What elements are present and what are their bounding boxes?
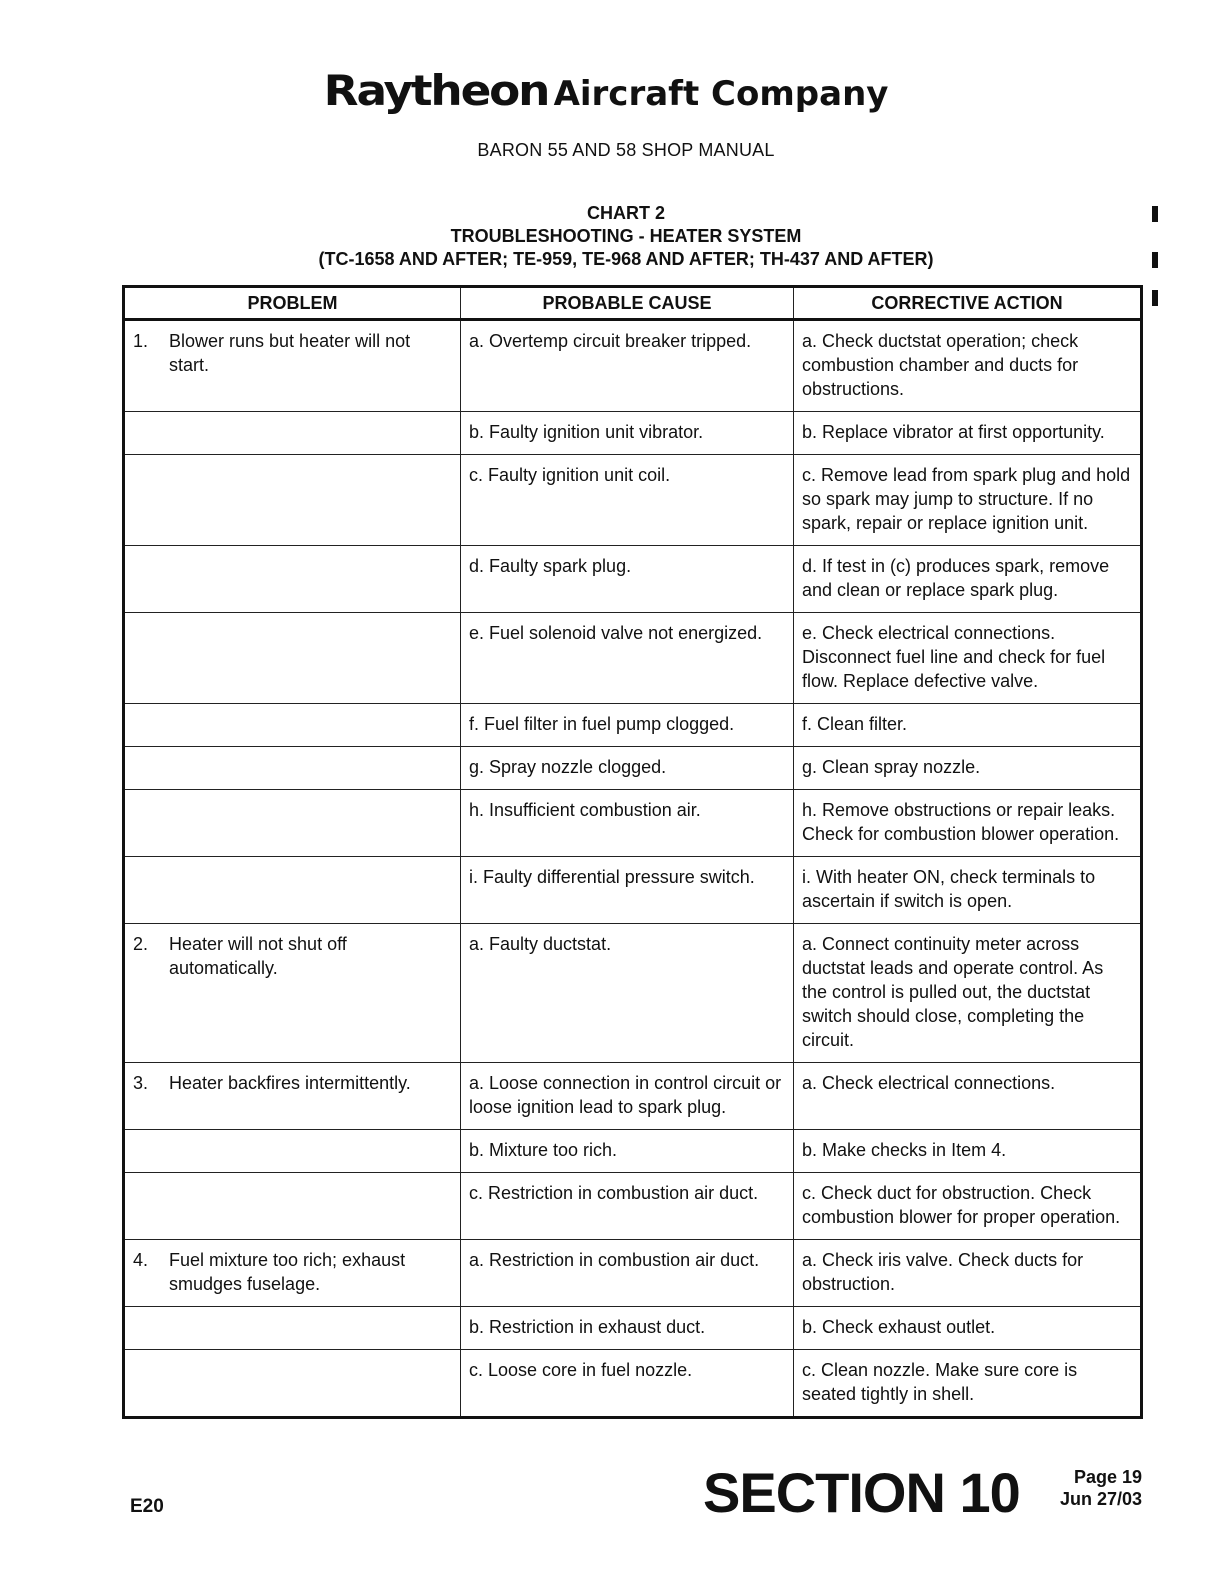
- cause-text: c. Loose core in fuel nozzle.: [469, 1360, 693, 1380]
- cause-cell: [461, 924, 794, 1063]
- brand-logo: Raytheon: [323, 66, 548, 115]
- cause-text: b. Mixture too rich.: [469, 1140, 618, 1160]
- table-row: [124, 1350, 1142, 1418]
- cause-cell: [461, 320, 794, 412]
- problem-number: 2.: [133, 934, 149, 954]
- cause-cell: [461, 613, 794, 704]
- company-name: Aircraft Company: [553, 74, 889, 114]
- problem-cell: [124, 320, 461, 412]
- table-row: [124, 790, 1142, 857]
- problem-cell: [124, 455, 461, 546]
- table-row: [124, 747, 1142, 790]
- action-text: i. With heater ON, check terminals to ascertain if switch is open.: [802, 867, 1096, 911]
- chart-effectivity: (TC-1658 AND AFTER; TE-959, TE-968 AND AFTER; TH-437 AND AFTER): [318, 249, 934, 269]
- section-title: SECTION 10: [703, 1461, 1020, 1524]
- table-row: [124, 704, 1142, 747]
- action-cell: [794, 1130, 1142, 1173]
- chart-number: CHART 2: [586, 203, 665, 223]
- cause-text: a. Overtemp circuit breaker tripped.: [469, 331, 752, 351]
- page-date: Jun 27/03: [1059, 1489, 1142, 1509]
- cause-text: a. Loose connection in control circuit or loose ignition lead to spark plug.: [469, 1073, 782, 1117]
- page-number: Page 19: [1073, 1467, 1142, 1487]
- action-cell: [794, 857, 1142, 924]
- action-cell: [794, 546, 1142, 613]
- problem-cell: [124, 1173, 461, 1240]
- cause-text: c. Restriction in combustion air duct.: [469, 1183, 759, 1203]
- revision-bar: [1152, 290, 1158, 306]
- cause-text: i. Faulty differential pressure switch.: [469, 867, 755, 887]
- action-cell: [794, 1063, 1142, 1130]
- cause-cell: [461, 455, 794, 546]
- action-text: a. Check electrical connections.: [802, 1073, 1056, 1093]
- action-text: c. Clean nozzle. Make sure core is seated tightly in shell.: [802, 1360, 1078, 1404]
- problem-cell: [124, 790, 461, 857]
- problem-number: 3.: [133, 1073, 149, 1093]
- cause-text: b. Restriction in exhaust duct.: [469, 1317, 706, 1337]
- action-cell: [794, 704, 1142, 747]
- table-row: [124, 546, 1142, 613]
- problem-cell: [124, 613, 461, 704]
- cause-cell: [461, 747, 794, 790]
- problem-cell: [124, 1350, 461, 1418]
- action-text: b. Make checks in Item 4.: [802, 1140, 1007, 1160]
- problem-cell: [124, 1063, 461, 1130]
- action-cell: [794, 1173, 1142, 1240]
- table-row: [124, 1173, 1142, 1240]
- table-row: [124, 924, 1142, 1063]
- cause-cell: [461, 1173, 794, 1240]
- cause-text: a. Faulty ductstat.: [469, 934, 612, 954]
- table-row: [124, 1130, 1142, 1173]
- table-row: [124, 455, 1142, 546]
- cause-text: h. Insufficient combustion air.: [469, 800, 701, 820]
- cause-cell: [461, 790, 794, 857]
- cause-text: g. Spray nozzle clogged.: [469, 757, 667, 777]
- table-row: [124, 1063, 1142, 1130]
- action-cell: [794, 747, 1142, 790]
- column-header-problem: PROBLEM: [124, 287, 461, 320]
- action-text: b. Check exhaust outlet.: [802, 1317, 996, 1337]
- action-cell: [794, 1307, 1142, 1350]
- problem-cell: [124, 546, 461, 613]
- problem-cell: [124, 1307, 461, 1350]
- table-header-row: [124, 287, 1142, 320]
- cause-cell: [461, 857, 794, 924]
- action-cell: [794, 613, 1142, 704]
- table-row: [124, 1307, 1142, 1350]
- problem-text: Heater will not shut off automatically.: [169, 934, 347, 978]
- problem-cell: [124, 1240, 461, 1307]
- cause-text: b. Faulty ignition unit vibrator.: [469, 422, 704, 442]
- action-text: a. Check ductstat operation; check combustion chamber and ducts for obstructions.: [802, 331, 1079, 399]
- problem-cell: [124, 857, 461, 924]
- problem-cell: [124, 412, 461, 455]
- problem-number: 1.: [133, 331, 149, 351]
- action-text: b. Replace vibrator at first opportunity.: [802, 422, 1105, 442]
- column-header-action: CORRECTIVE ACTION: [794, 287, 1142, 320]
- action-text: g. Clean spray nozzle.: [802, 757, 981, 777]
- cause-text: e. Fuel solenoid valve not energized.: [469, 623, 763, 643]
- cause-cell: [461, 1307, 794, 1350]
- problem-text: Fuel mixture too rich; exhaust smudges fuselage.: [169, 1250, 406, 1294]
- action-text: a. Check iris valve. Check ducts for obstruction.: [802, 1250, 1084, 1294]
- action-text: c. Remove lead from spark plug and hold so spark may jump to structure. If no spark, repair or replace ignition unit.: [802, 465, 1131, 533]
- table-row: [124, 320, 1142, 412]
- problem-cell: [124, 704, 461, 747]
- page-code: E20: [130, 1496, 164, 1517]
- action-cell: [794, 1350, 1142, 1418]
- table-row: [124, 412, 1142, 455]
- problem-text: Heater backfires intermittently.: [169, 1073, 411, 1093]
- action-cell: [794, 412, 1142, 455]
- problem-cell: [124, 747, 461, 790]
- action-cell: [794, 320, 1142, 412]
- table-row: [124, 613, 1142, 704]
- cause-cell: [461, 1240, 794, 1307]
- chart-title-block: [0, 202, 1220, 271]
- action-text: h. Remove obstructions or repair leaks. Check for combustion blower operation.: [802, 800, 1120, 844]
- cause-cell: [461, 1350, 794, 1418]
- action-cell: [794, 790, 1142, 857]
- revision-bar: [1152, 206, 1158, 222]
- cause-cell: [461, 1063, 794, 1130]
- action-text: e. Check electrical connections. Disconnect fuel line and check for fuel flow. Replace defective valve.: [802, 623, 1106, 691]
- action-text: d. If test in (c) produces spark, remove and clean or replace spark plug.: [802, 556, 1110, 600]
- cause-cell: [461, 1130, 794, 1173]
- problem-number: 4.: [133, 1250, 149, 1270]
- troubleshooting-table: [122, 285, 1143, 1419]
- column-header-cause: PROBABLE CAUSE: [461, 287, 794, 320]
- action-text: c. Check duct for obstruction. Check combustion blower for proper operation.: [802, 1183, 1121, 1227]
- action-cell: [794, 924, 1142, 1063]
- cause-text: f. Fuel filter in fuel pump clogged.: [469, 714, 735, 734]
- chart-subtitle: TROUBLESHOOTING - HEATER SYSTEM: [450, 226, 802, 246]
- cause-text: c. Faulty ignition unit coil.: [469, 465, 671, 485]
- page-info: [1042, 1466, 1142, 1510]
- action-cell: [794, 1240, 1142, 1307]
- cause-text: a. Restriction in combustion air duct.: [469, 1250, 760, 1270]
- problem-text: Blower runs but heater will not start.: [169, 331, 411, 375]
- table-row: [124, 1240, 1142, 1307]
- revision-bar: [1152, 252, 1158, 268]
- problem-cell: [124, 924, 461, 1063]
- page-header: [0, 66, 1220, 115]
- action-text: a. Connect continuity meter across ductstat leads and operate control. As the control is pulled out, the ductstat switch should close, completing the circuit.: [802, 934, 1104, 1050]
- action-text: f. Clean filter.: [802, 714, 908, 734]
- action-cell: [794, 455, 1142, 546]
- cause-cell: [461, 704, 794, 747]
- table-row: [124, 857, 1142, 924]
- manual-title: BARON 55 AND 58 SHOP MANUAL: [477, 140, 775, 160]
- cause-text: d. Faulty spark plug.: [469, 556, 632, 576]
- cause-cell: [461, 546, 794, 613]
- problem-cell: [124, 1130, 461, 1173]
- cause-cell: [461, 412, 794, 455]
